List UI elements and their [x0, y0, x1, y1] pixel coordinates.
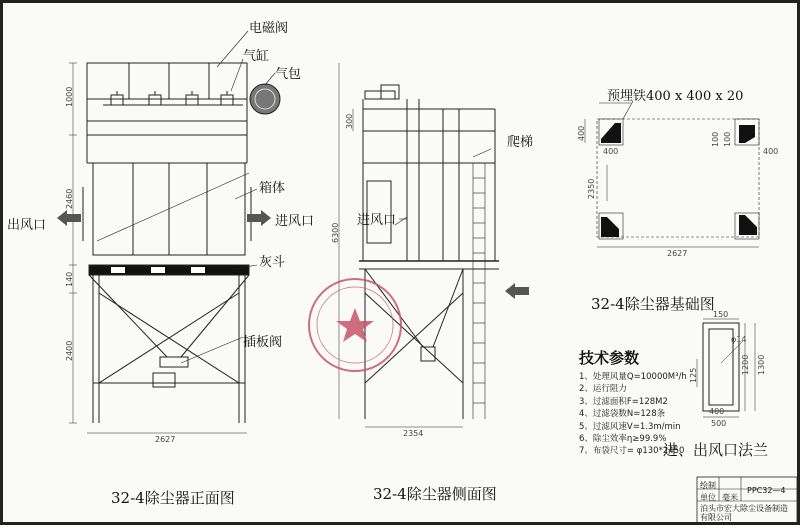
dim-flange-hole: φ14: [731, 335, 747, 344]
tb-unit-label: 单位: [700, 493, 716, 502]
tech-param-item: 7、布袋尺寸= φ130*2450: [579, 446, 685, 457]
side-ladder: [473, 163, 485, 419]
dim-foundation-100-b: 100: [723, 131, 732, 147]
dim-foundation-2627: 2627: [667, 249, 688, 258]
label-embedded-iron: 预埋铁400 x 400 x 20: [607, 89, 744, 104]
dim-foundation-400-v: 400: [577, 125, 586, 141]
tech-param-item: 3、过滤面积F=128M2: [579, 396, 668, 407]
dim-2400: 2400: [65, 340, 74, 361]
caption-foundation: 32-4除尘器基础图: [591, 295, 715, 313]
dim-140: 140: [65, 271, 74, 287]
label-box: 箱体: [259, 181, 286, 196]
caption-flange: 进、出风口法兰: [663, 441, 769, 459]
dim-side-width: 2354: [403, 429, 424, 438]
label-solenoid-valve: 电磁阀: [249, 21, 289, 36]
label-outlet: 出风口: [7, 218, 47, 233]
dim-flange-500: 500: [711, 419, 727, 428]
tech-param-item: 1、处理风量Q=10000M³/h: [579, 372, 687, 382]
dim-foundation-100-a: 100: [711, 131, 720, 147]
label-cylinder: 气缸: [243, 49, 270, 64]
label-air-bag: 气包: [275, 67, 302, 82]
tech-param-item: 6、除尘效率η≥99.9%: [579, 434, 667, 445]
embedded-iron-plates: [601, 123, 757, 237]
inlet-arrow-side: [505, 283, 529, 299]
dim-foundation-400-h2: 400: [763, 147, 779, 156]
dim-foundation-400-h1: 400: [603, 147, 619, 156]
dim-flange-1300: 1300: [757, 354, 766, 375]
dim-flange-125: 125: [689, 367, 698, 383]
tech-param-item: 2、运行阻力: [579, 384, 627, 395]
caption-side-view: 32-4除尘器侧面图: [373, 485, 497, 503]
dim-1000: 1000: [65, 86, 74, 107]
dim-2460: 2460: [65, 188, 74, 209]
tb-drawn: 绘制: [700, 481, 716, 490]
dim-6300: 6300: [331, 222, 340, 243]
dim-front-width: 2627: [155, 435, 176, 444]
tb-company: 泊头市宏大除尘设备制造有限公司: [700, 504, 788, 522]
dim-300: 300: [345, 113, 354, 129]
outlet-arrow: [57, 210, 81, 226]
label-inlet-front: 进风口: [275, 214, 315, 229]
dim-flange-150: 150: [713, 310, 729, 319]
side-valve: [381, 85, 399, 99]
company-stamp: [309, 279, 401, 371]
dim-flange-400: 400: [709, 407, 725, 416]
pulse-valves: [103, 91, 243, 105]
tech-param-item: 5、过滤风速V=1.3m/min: [579, 421, 681, 432]
label-hopper: 灰斗: [259, 255, 286, 270]
tb-unit-value: 毫米: [722, 493, 738, 502]
label-gate-valve: 插板阀: [243, 335, 283, 350]
caption-front-view: 32-4除尘器正面图: [111, 489, 235, 507]
dim-flange-1200: 1200: [741, 354, 750, 375]
tech-param-item: 4、过滤袋数N=128条: [579, 409, 666, 420]
tech-params-title: 技术参数: [579, 349, 640, 367]
label-inlet-side: 进风口: [357, 213, 397, 228]
label-ladder: 爬梯: [507, 135, 534, 150]
tb-drawing-code: PPC32—4: [747, 486, 786, 495]
dim-foundation-2350: 2350: [587, 178, 596, 199]
